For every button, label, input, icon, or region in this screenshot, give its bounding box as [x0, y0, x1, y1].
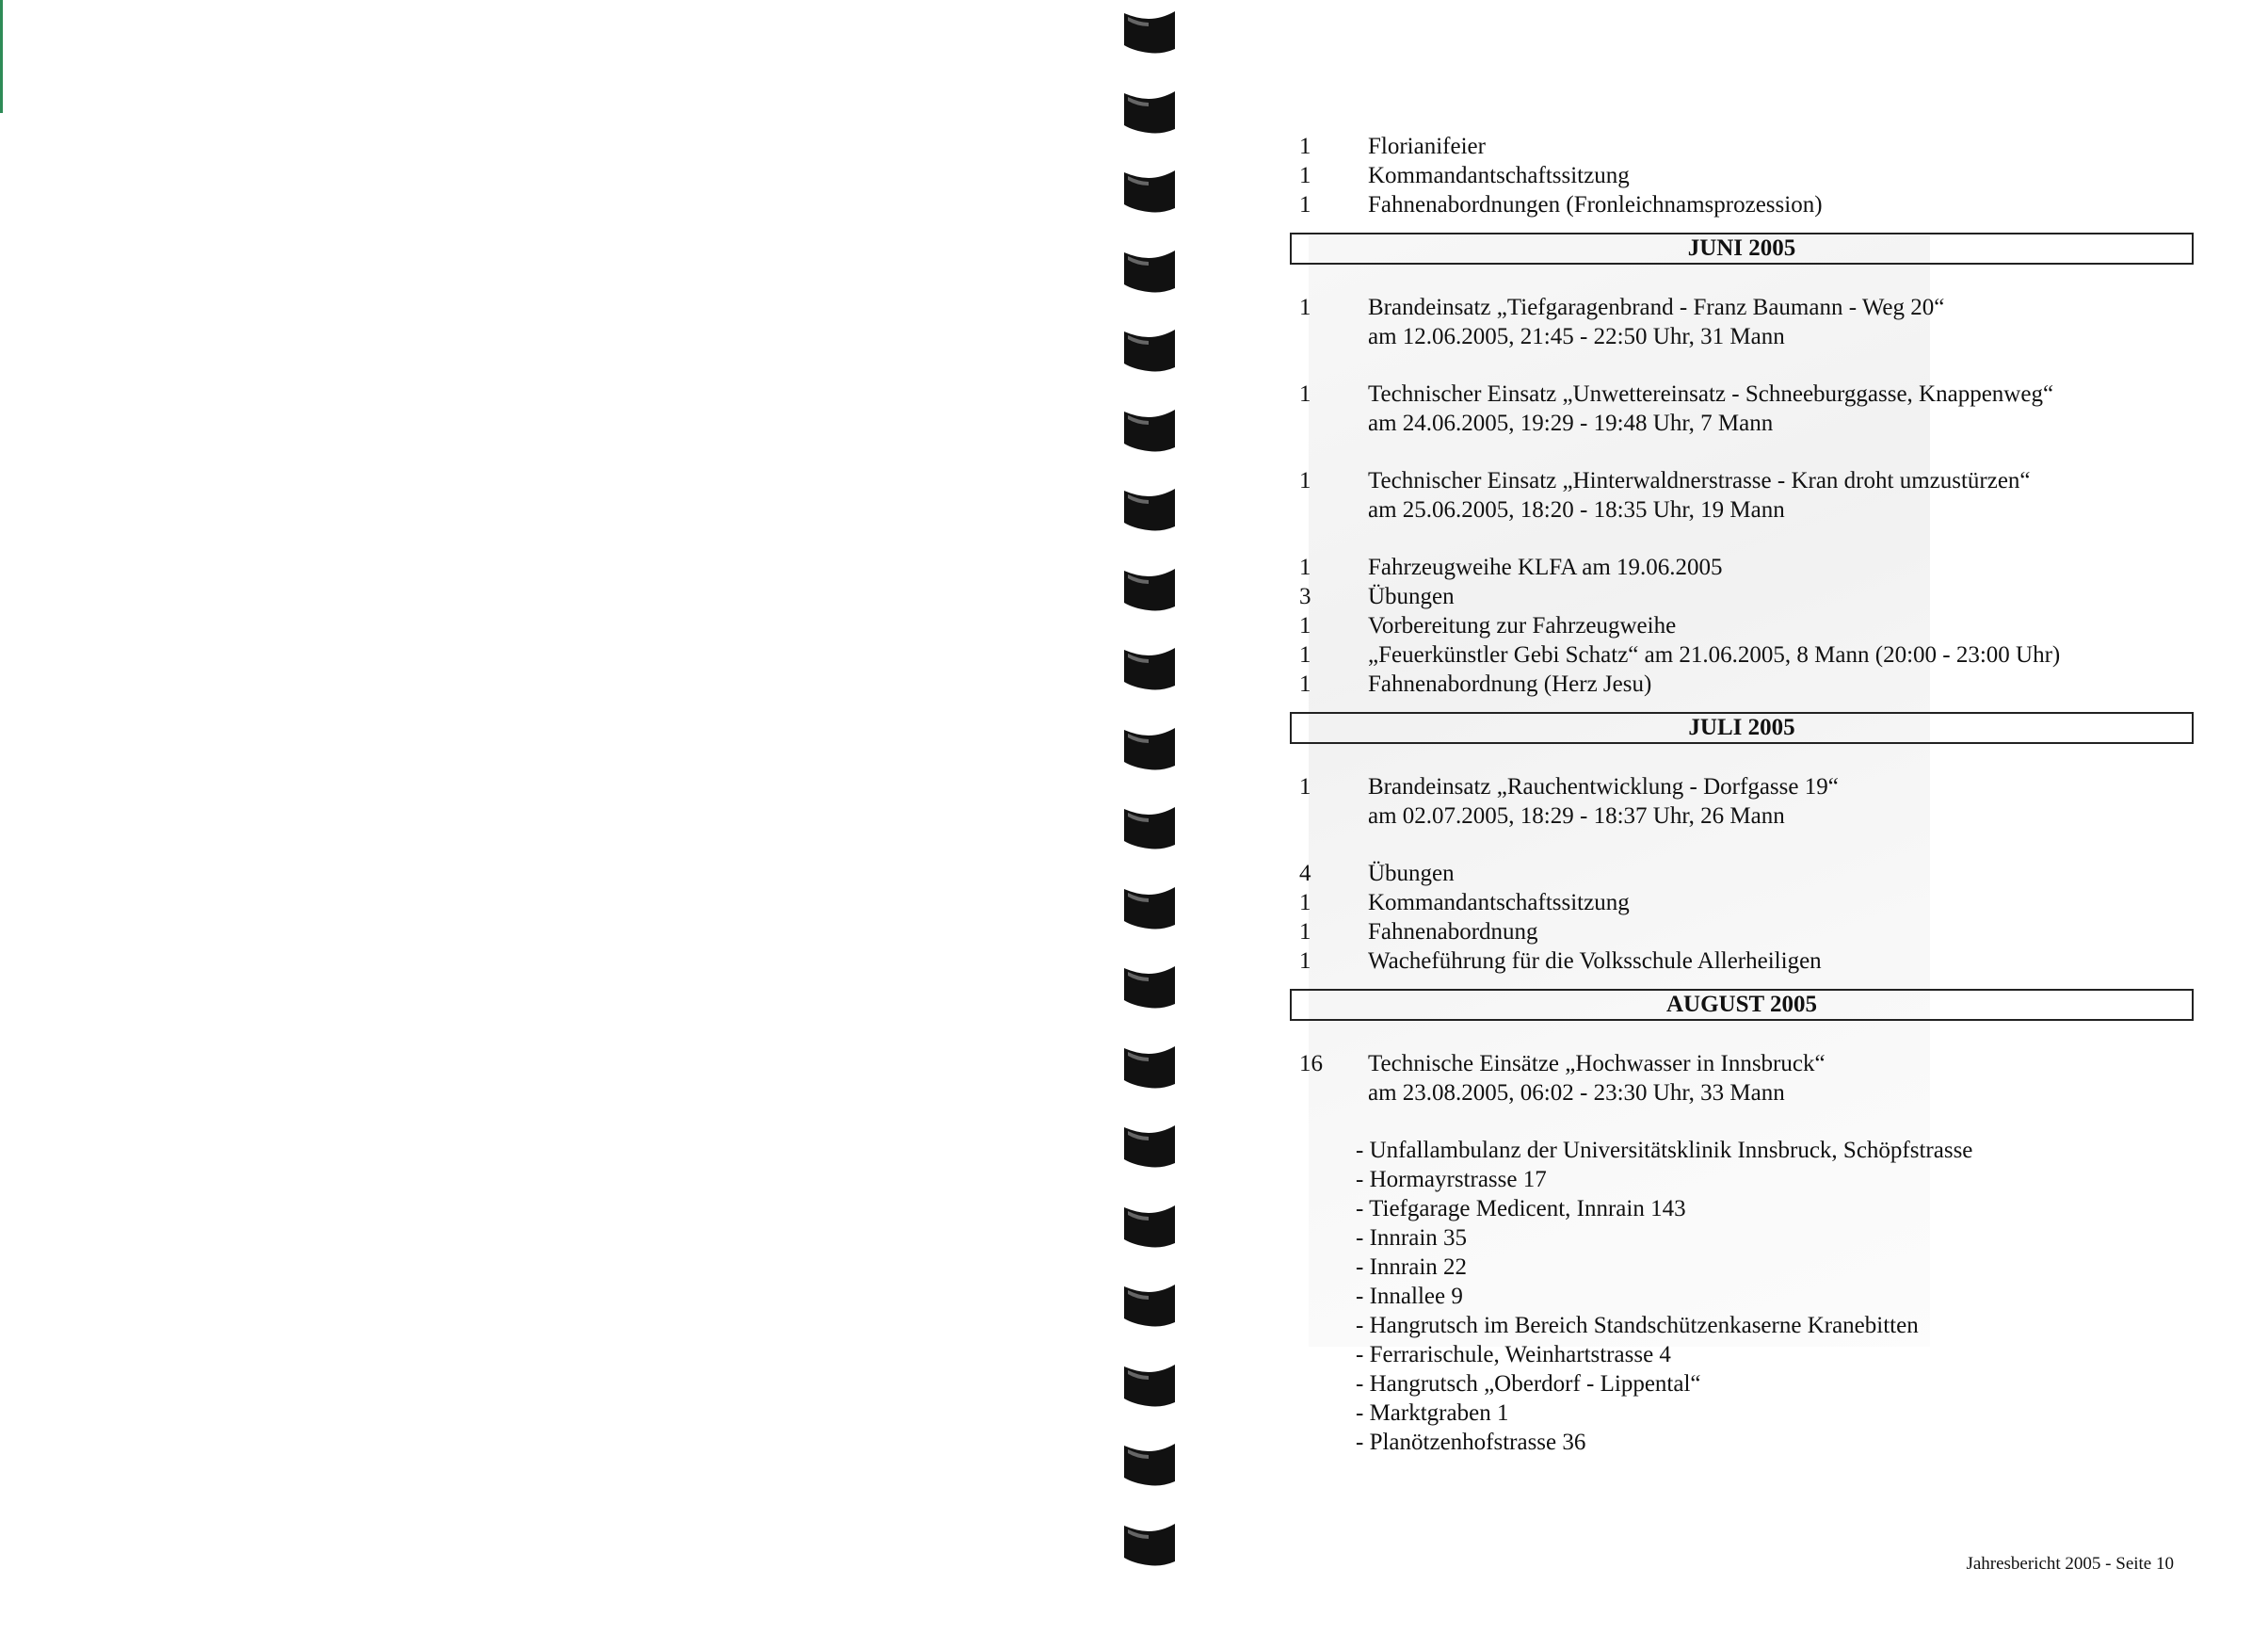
binding-ring	[1120, 485, 1179, 532]
event-details: am 24.06.2005, 19:29 - 19:48 Uhr, 7 Mann	[1368, 411, 1774, 436]
binding-ring	[1120, 1520, 1179, 1567]
page-footer: Jahresbericht 2005 - Seite 10	[1966, 1554, 2174, 1574]
binding-ring	[1120, 326, 1179, 373]
event-details: am 23.08.2005, 06:02 - 23:30 Uhr, 33 Mann	[1368, 1080, 1785, 1106]
spiral-binding	[1111, 0, 1196, 1633]
list-item: 1 Vorbereitung zur Fahrzeugweihe	[1299, 613, 1677, 639]
event-details: am 25.06.2005, 18:20 - 18:35 Uhr, 19 Mann	[1368, 497, 1785, 523]
event-entry: 1 Technischer Einsatz „Hinterwaldnerstrasse - Kran droht umzustürzen“	[1299, 468, 2031, 493]
month-heading-august: AUGUST 2005	[1290, 989, 2194, 1021]
binding-ring	[1120, 406, 1179, 453]
binding-ring	[1120, 1202, 1179, 1249]
binding-ring	[1120, 724, 1179, 771]
location-item: - Unfallambulanz der Universitätsklinik Innsbruck, Schöpfstrasse	[1356, 1138, 1973, 1163]
list-item: 1 Fahnenabordnungen (Fronleichnamsprozession)	[1299, 192, 1823, 218]
location-item: - Hormayrstrasse 17	[1356, 1167, 1547, 1192]
list-item: 1 Kommandantschaftssitzung	[1299, 890, 1630, 915]
list-item: 1 Fahnenabordnung	[1299, 919, 1538, 945]
event-entry: 16 Technische Einsätze „Hochwasser in Innsbruck“	[1299, 1051, 1826, 1076]
binding-ring	[1120, 1440, 1179, 1487]
location-item: - Marktgraben 1	[1356, 1400, 1509, 1426]
month-heading-juni: JUNI 2005	[1290, 233, 2194, 265]
binding-ring	[1120, 803, 1179, 850]
binding-ring	[1120, 247, 1179, 294]
location-item: - Innallee 9	[1356, 1284, 1463, 1309]
list-item: 1 Fahnenabordnung (Herz Jesu)	[1299, 671, 1652, 697]
list-item: 1 Wacheführung für die Volksschule Allerheiligen	[1299, 948, 1822, 974]
location-item: - Ferrarischule, Weinhartstrasse 4	[1356, 1342, 1671, 1367]
event-entry: 1 Brandeinsatz „Tiefgaragenbrand - Franz Baumann - Weg 20“	[1299, 295, 1945, 320]
list-item: 1 Kommandantschaftssitzung	[1299, 163, 1630, 188]
left-blank-page	[0, 0, 1111, 1633]
binding-ring	[1120, 1043, 1179, 1090]
binding-ring	[1120, 1281, 1179, 1328]
location-item: - Tiefgarage Medicent, Innrain 143	[1356, 1196, 1686, 1221]
binding-ring	[1120, 962, 1179, 1010]
list-item: 1 Florianifeier	[1299, 134, 1486, 159]
report-page	[1196, 0, 2268, 1633]
list-item: 4 Übungen	[1299, 861, 1455, 886]
month-heading-juli: JULI 2005	[1290, 712, 2194, 744]
event-details: am 12.06.2005, 21:45 - 22:50 Uhr, 31 Mann	[1368, 324, 1785, 349]
event-entry: 1 Brandeinsatz „Rauchentwicklung - Dorfgasse 19“	[1299, 774, 1839, 800]
list-item: 3 Übungen	[1299, 584, 1455, 609]
binding-ring	[1120, 167, 1179, 214]
list-item: 1 Fahrzeugweihe KLFA am 19.06.2005	[1299, 555, 1723, 580]
binding-ring	[1120, 644, 1179, 691]
binding-ring	[1120, 883, 1179, 930]
binding-ring	[1120, 565, 1179, 612]
location-item: - Innrain 22	[1356, 1254, 1468, 1280]
binding-ring	[1120, 88, 1179, 135]
event-entry: 1 Technischer Einsatz „Unwettereinsatz - Schneeburggasse, Knappenweg“	[1299, 381, 2054, 407]
binding-ring	[1120, 1122, 1179, 1169]
report-content	[1196, 132, 2231, 1457]
event-details: am 02.07.2005, 18:29 - 18:37 Uhr, 26 Mann	[1368, 803, 1785, 829]
location-item: - Hangrutsch im Bereich Standschützenkaserne Kranebitten	[1356, 1313, 1919, 1338]
location-item: - Innrain 35	[1356, 1225, 1468, 1251]
location-item: - Planötzenhofstrasse 36	[1356, 1430, 1586, 1455]
binding-ring	[1120, 1361, 1179, 1408]
location-item: - Hangrutsch „Oberdorf - Lippental“	[1356, 1371, 1701, 1397]
page-edge-mark	[0, 0, 3, 113]
list-item: 1 „Feuerkünstler Gebi Schatz“ am 21.06.2005, 8 Mann (20:00 - 23:00 Uhr)	[1299, 642, 2061, 668]
location-list	[1196, 1136, 2231, 1457]
binding-ring	[1120, 8, 1179, 55]
